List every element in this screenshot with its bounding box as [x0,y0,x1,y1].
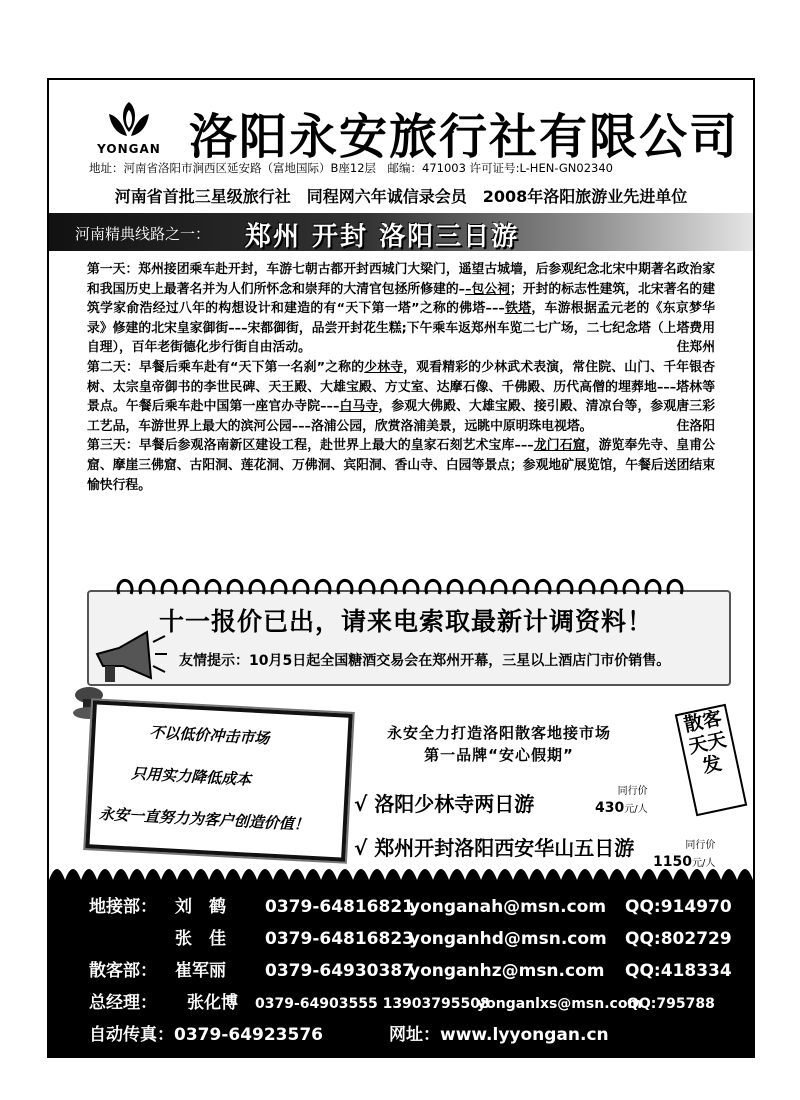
contact-email[interactable]: yonganlxs@msn.com [477,996,643,1012]
contact-name: 张化博 [187,993,238,1013]
slogan-1: 不以低价冲击市场 [148,723,270,748]
contact-qq: QQ:802729 [625,929,732,949]
day1-label: 第一天 [87,262,126,277]
tour-name: 郑州开封洛阳西安华山五日游 [374,836,635,860]
price-value: 1150 [653,854,692,870]
day1-text-2: ；开封的标志性建筑，北宋著名的建筑学家俞浩经过八年的构想设计和建造的有“天下第一塔”之称的佛塔––– [87,281,715,317]
price-unit: 元/人 [624,804,648,815]
contact-qq: QQ:795788 [627,996,715,1012]
tour-name: 洛阳少林寺两日游 [374,792,535,816]
price-label: 同行价 [617,786,648,797]
company-address: 地址：河南省洛阳市涧西区延安路（富地国际）B座12层 邮编：471003 许可证号:L-HEN-GN02340 [89,161,613,175]
notice-headline: 十一报价已出，请来电索取最新计调资料！ [159,607,654,636]
day2-paragraph [87,358,715,436]
spiral-binding-icon [109,576,689,598]
day3-paragraph [87,436,715,495]
contact-phone[interactable]: 0379-64816823 [265,929,414,949]
check-icon: √ [354,792,368,816]
route-banner [49,213,753,251]
day1-paragraph [87,260,715,358]
site-longmen: 龙门石窟 [533,438,586,454]
company-logo [89,98,169,166]
contact-email[interactable]: yonganhz@msn.com [409,961,605,981]
contact-row [89,988,715,1013]
slogan-board [85,700,352,861]
contact-qq: QQ:418334 [625,961,732,981]
promo-heading [349,722,649,766]
contact-name: 刘 鹤 [175,897,226,917]
day2-text-1: ：早餐后乘车赴有“天下第一名刹”之称的 [126,359,365,375]
contact-name: 崔军丽 [175,961,226,981]
website-link[interactable]: 网址：www.lyyongan.cn [389,1025,609,1045]
price-value: 430 [595,800,625,816]
day1-text-1: ：郑州接团乘车赴开封，车游七朝古都开封西城门大梁门，遥望古城墙，后参观纪念北宋中期著名政治家和我国历史上最著名并为人们所怀念和崇拜的大清官包拯所修建的– [87,262,716,297]
fax-number[interactable]: 自动传真：0379-64923576 [89,1025,323,1045]
contact-row [89,924,732,949]
check-icon: √ [354,836,368,860]
company-name: 洛阳永安旅行社有限公司 [189,109,740,165]
fax-row [89,1020,609,1045]
promo-line-1: 永安全力打造洛阳散客地接市场 [386,724,611,742]
contact-phone[interactable]: 0379-64816821 [265,897,414,917]
tour-item [354,832,634,861]
contact-role: 散客部： [89,961,157,981]
lotus-logo-icon [107,98,151,142]
price-label: 同行价 [685,840,716,851]
megaphone-icon [89,628,169,688]
site-tieta: 铁塔 [504,301,532,317]
tour-price [595,782,648,816]
slogan-3: 永安一直努力为客户创造价值！ [98,804,310,834]
day2-text-2: ，观看精彩的少林武术表演，常住院、山门、千年银杏树、太宗皇帝御书的李世民碑、天王殿、大雄宝殿、方丈室、达摩石像、千佛殿、历代高僧的埋葬地–––塔林等景点。午餐后乘车赴中国第一座官办寺院––– [87,359,716,415]
contact-phone[interactable]: 0379-64903555 13903795508 [255,996,490,1012]
contact-name: 张 佳 [175,929,226,949]
decorative-wave-border-icon [49,858,753,880]
day2-text-3: ，参观大佛殿、大雄宝殿、接引殿、清凉台等，参观唐三彩工艺品，车游世界上最大的滨河公园–––洛浦公园，欣赏洛浦美景，远眺中原明珠电视塔。 [87,399,715,434]
price-unit: 元/人 [691,858,716,869]
contact-email[interactable]: yonganah@msn.com [409,897,607,917]
slogan-2: 只用实力降低成本 [130,764,252,789]
day1-text-3: ，车游根据孟元老的《东京梦华录》修建的北宋皇家御街–––宋都御街，品尝开封花生糕;下午乘车返郑州车览二七广场，二七纪念塔（上塔费用自理），百年老街德化步行街自由活动。 [87,301,716,356]
tour-item [354,788,534,817]
promo-line-2: 第一品牌“安心假期” [424,746,574,764]
site-shaolin: 少林寺 [364,359,404,375]
contact-role: 地接部： [89,897,157,917]
honors-line: 河南省首批三星级旅行社 同程网六年诚信录会员 2008年洛阳旅游业先进单位 [114,187,688,206]
contact-role: 总经理： [89,993,157,1013]
brand-name: YONGAN [97,142,161,156]
site-baima: 白马寺 [339,399,379,415]
site-baogong: –包公祠 [465,281,510,297]
advertisement-frame [47,78,755,1058]
day3-text-1: ：早餐后参观洛南新区建设工程，赴世界上最大的皇家石刻艺术宝库––– [125,438,534,454]
daily-departure-tag: 散客天天发 [675,704,747,817]
day2-stay: 住洛阳 [676,418,715,434]
notice-box [87,590,731,686]
day2-label: 第二天 [87,359,126,375]
route-prefix: 河南精典线路之一： [75,225,211,243]
contact-qq: QQ:914970 [625,897,732,917]
contact-phone[interactable]: 0379-64930387 [265,961,414,981]
route-title: 郑州 开封 洛阳三日游 [245,222,520,252]
day1-stay: 住郑州 [676,340,715,356]
contact-row [89,956,732,981]
itinerary [87,260,715,495]
contact-email[interactable]: yonganhd@msn.com [409,929,607,949]
day3-label: 第三天 [87,438,126,454]
contact-row [89,892,732,917]
day3-text-2: ，游览奉先寺、皇甫公窟、摩崖三佛窟、古阳洞、莲花洞、万佛洞、宾阳洞、香山寺、白园等景点；参观地矿展览馆，午餐后送团结束愉快行程。 [87,438,715,493]
contact-panel [49,880,753,1058]
notice-tip: 友情提示：10月5日起全国糖酒交易会在郑州开幕，三星以上酒店门市价销售。 [179,653,671,669]
